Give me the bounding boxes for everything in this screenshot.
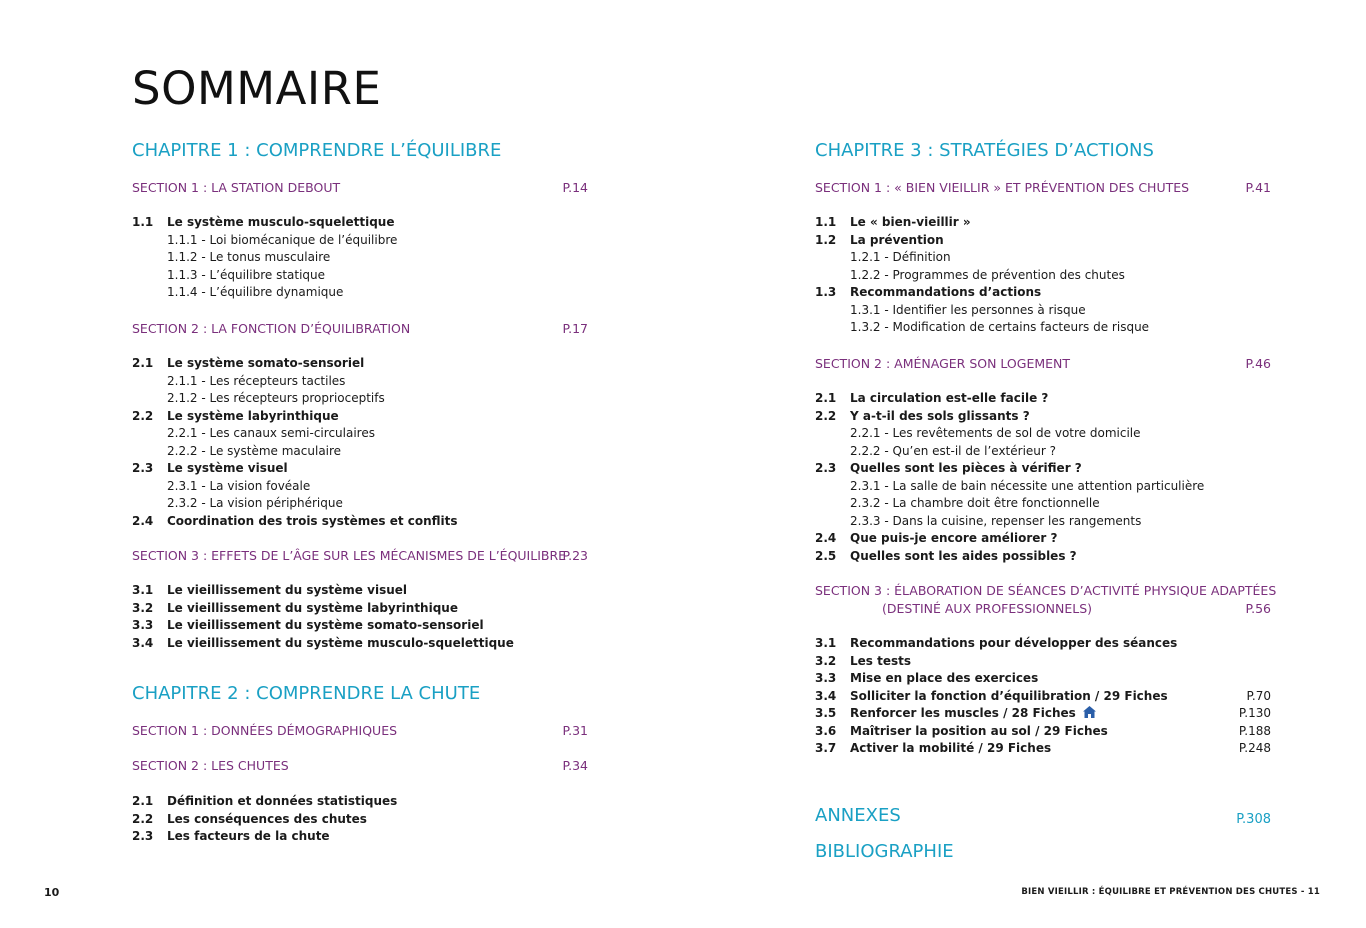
toc-entry-text: Le vieillissement du système visuel <box>167 583 407 597</box>
toc-entry-text: Le vieillissement du système labyrinthique <box>167 600 458 615</box>
toc-entry-number: 2.4 <box>815 531 837 545</box>
toc-entry-number: 3.7 <box>815 741 837 755</box>
toc-entry-text: 2.3.1 - La salle de bain nécessite une attention particulière <box>850 478 1205 493</box>
toc-entry-number: 2.1 <box>815 391 837 405</box>
toc-entry-number: 3.1 <box>815 636 837 650</box>
section-items <box>132 582 588 652</box>
toc-entry-text: Que puis-je encore améliorer ? <box>850 531 1058 545</box>
toc-entry-number: 1.3 <box>815 285 837 299</box>
toc-subentry <box>132 249 588 267</box>
toc-entry-text: 2.3.3 - Dans la cuisine, repenser les rangements <box>850 513 1142 528</box>
toc-entry-number: 2.2 <box>132 408 154 423</box>
section-items <box>132 214 588 302</box>
toc-entry <box>815 688 1271 706</box>
chapter-1-title: CHAPITRE 1 : COMPRENDRE L’ÉQUILIBRE <box>132 140 502 161</box>
toc-entry-text: Les conséquences des chutes <box>167 811 367 826</box>
toc-subentry <box>132 284 588 302</box>
toc-entry-text: Activer la mobilité / 29 Fiches <box>850 741 1052 755</box>
toc-entry-page: P.188 <box>1238 723 1271 738</box>
section-heading: SECTION 3 : EFFETS DE L’ÂGE SUR LES MÉCANISMES DE L’ÉQUILIBRE P.23 <box>132 548 588 563</box>
toc-entry <box>815 705 1271 723</box>
toc-subentry <box>815 513 1271 531</box>
toc-entry-number: 2.2 <box>815 408 837 423</box>
page-title: SOMMAIRE <box>132 62 382 115</box>
toc-entry-text: Mise en place des exercices <box>850 671 1039 685</box>
toc-entry-text: 2.1.1 - Les récepteurs tactiles <box>167 373 346 388</box>
toc-entry-number: 3.3 <box>815 671 837 685</box>
toc-entry-number: 2.1 <box>132 356 154 370</box>
toc-entry <box>132 582 588 600</box>
toc-entry-text: 2.3.2 - La chambre doit être fonctionnelle <box>850 496 1100 510</box>
section-items <box>815 635 1271 758</box>
toc-entry-text: 1.1.4 - L’équilibre dynamique <box>167 285 344 299</box>
toc-entry <box>815 214 1271 232</box>
toc-entry-number: 3.2 <box>815 653 837 668</box>
toc-entry-number: 3.6 <box>815 723 837 738</box>
toc-entry-number: 2.5 <box>815 548 837 563</box>
toc-entry-text: 2.2.2 - Le système maculaire <box>167 443 342 458</box>
toc-subentry <box>132 232 588 250</box>
toc-entry <box>815 670 1271 688</box>
toc-entry-text: Le vieillissement du système musculo-squelettique <box>167 635 514 650</box>
toc-entry-number: 2.1 <box>132 794 154 808</box>
toc-subentry <box>132 425 588 443</box>
section-heading: SECTION 2 : LES CHUTES P.34 <box>132 758 588 773</box>
toc-entry <box>132 811 588 829</box>
toc-entry <box>132 214 588 232</box>
annexes-heading: ANNEXES P.308 <box>815 804 1271 828</box>
toc-entry-text: Le « bien-vieillir » <box>850 215 971 229</box>
toc-entry-text: Le système labyrinthique <box>167 408 339 423</box>
toc-entry-page: P.248 <box>1238 741 1271 755</box>
toc-entry-text: Coordination des trois systèmes et conflits <box>167 513 458 528</box>
toc-entry-text: Renforcer les muscles / 28 Fiches <box>850 705 1097 723</box>
toc-subentry <box>132 373 588 391</box>
bibliographie-heading: BIBLIOGRAPHIE <box>815 841 954 862</box>
toc-entry-text: Le vieillissement du système somato-sensoriel <box>167 618 484 632</box>
toc-entry-text: 1.1.1 - Loi biomécanique de l’équilibre <box>167 232 398 247</box>
toc-entry-number: 3.3 <box>132 618 154 632</box>
toc-entry-text: Recommandations pour développer des séances <box>850 636 1178 650</box>
toc-entry <box>132 513 588 531</box>
section-page: P.31 <box>562 723 588 738</box>
toc-entry-text: 2.1.2 - Les récepteurs proprioceptifs <box>167 391 385 405</box>
toc-entry-text: Y a-t-il des sols glissants ? <box>850 408 1030 423</box>
toc-entry-number: 2.3 <box>815 461 837 475</box>
toc-entry <box>132 460 588 478</box>
toc-entry <box>132 617 588 635</box>
section-heading: SECTION 2 : AMÉNAGER SON LOGEMENT P.46 <box>815 356 1271 371</box>
toc-entry-number: 3.5 <box>815 706 837 720</box>
toc-entry <box>815 530 1271 548</box>
chapter-3-title: CHAPITRE 3 : STRATÉGIES D’ACTIONS <box>815 140 1154 161</box>
toc-entry-page: P.70 <box>1246 688 1271 703</box>
toc-entry-number: 1.2 <box>815 232 837 247</box>
toc-entry-number: 2.4 <box>132 513 154 528</box>
toc-entry-text: Solliciter la fonction d’équilibration / 29 Fiches <box>850 688 1168 703</box>
toc-entry-number: 1.1 <box>815 215 837 229</box>
section-heading: SECTION 3 : ÉLABORATION DE SÉANCES D’ACTIVITÉ PHYSIQUE ADAPTÉES (DESTINÉ AUX PROFESSIONNELS) P.56 <box>815 583 1277 616</box>
toc-entry-text: 2.3.1 - La vision fovéale <box>167 478 311 493</box>
toc-entry-text: 2.2.1 - Les revêtements de sol de votre domicile <box>850 426 1141 440</box>
toc-entry <box>815 635 1271 653</box>
section-items <box>132 355 588 530</box>
section-heading: SECTION 2 : LA FONCTION D’ÉQUILIBRATION P.17 <box>132 321 588 336</box>
section-page: P.41 <box>1245 180 1271 195</box>
toc-entry-text: 1.3.2 - Modification de certains facteurs de risque <box>850 320 1150 334</box>
section-heading: SECTION 1 : « BIEN VIEILLIR » ET PRÉVENTION DES CHUTES P.41 <box>815 180 1271 195</box>
toc-entry-number: 2.3 <box>132 461 154 475</box>
toc-entry-text: 1.1.2 - Le tonus musculaire <box>167 250 331 264</box>
toc-entry-text: Le système somato-sensoriel <box>167 356 365 370</box>
toc-entry-text: 1.1.3 - L’équilibre statique <box>167 267 326 282</box>
section-items <box>132 793 588 846</box>
toc-subentry <box>132 495 588 513</box>
toc-entry-number: 3.4 <box>815 688 837 703</box>
toc-entry-text: La circulation est-elle facile ? <box>850 391 1049 405</box>
section-items <box>815 214 1271 337</box>
toc-subentry <box>815 443 1271 461</box>
toc-entry <box>815 548 1271 566</box>
house-icon <box>1082 705 1097 719</box>
toc-entry <box>132 793 588 811</box>
section-page: P.23 <box>562 548 588 563</box>
toc-subentry <box>132 443 588 461</box>
section-heading: SECTION 1 : LA STATION DEBOUT P.14 <box>132 180 588 195</box>
toc-entry-text: Définition et données statistiques <box>167 794 398 808</box>
toc-entry <box>132 355 588 373</box>
toc-entry-text: Quelles sont les pièces à vérifier ? <box>850 461 1082 475</box>
toc-entry <box>815 740 1271 758</box>
toc-entry <box>815 390 1271 408</box>
toc-entry-text: 2.3.2 - La vision périphérique <box>167 496 343 510</box>
toc-entry-text: 2.2.2 - Qu’en est-il de l’extérieur ? <box>850 443 1057 458</box>
toc-entry-number: 3.2 <box>132 600 154 615</box>
toc-subentry <box>815 478 1271 496</box>
section-page: P.34 <box>562 758 588 773</box>
toc-subentry <box>815 495 1271 513</box>
toc-subentry <box>815 249 1271 267</box>
toc-entry-text: Le système visuel <box>167 461 288 475</box>
left-page-number: 10 <box>44 886 60 899</box>
toc-entry-text: 2.2.1 - Les canaux semi-circulaires <box>167 426 375 440</box>
toc-entry-number: 3.1 <box>132 583 154 597</box>
section-page: P.14 <box>562 180 588 195</box>
section-page: P.17 <box>562 321 588 336</box>
toc-entry-text: Les facteurs de la chute <box>167 829 330 843</box>
toc-entry-text: Recommandations d’actions <box>850 285 1042 299</box>
toc-entry-number: 2.2 <box>132 811 154 826</box>
toc-entry-number: 1.1 <box>132 215 154 229</box>
toc-entry <box>132 635 588 653</box>
toc-entry-text: La prévention <box>850 232 944 247</box>
toc-entry-text: Le système musculo-squelettique <box>167 215 395 229</box>
toc-entry-text: 1.3.1 - Identifier les personnes à risque <box>850 302 1086 317</box>
toc-entry <box>815 460 1271 478</box>
toc-subentry <box>132 267 588 285</box>
toc-entry <box>815 232 1271 250</box>
toc-entry-number: 3.4 <box>132 635 154 650</box>
toc-subentry <box>132 478 588 496</box>
section-heading: SECTION 1 : DONNÉES DÉMOGRAPHIQUES P.31 <box>132 723 588 738</box>
toc-entry <box>815 408 1271 426</box>
toc-entry <box>132 600 588 618</box>
toc-entry-text: Maîtriser la position au sol / 29 Fiches <box>850 723 1108 738</box>
toc-subentry <box>815 425 1271 443</box>
chapter-2-title: CHAPITRE 2 : COMPRENDRE LA CHUTE <box>132 683 481 704</box>
toc-entry-text: Quelles sont les aides possibles ? <box>850 548 1077 563</box>
toc-entry-page: P.130 <box>1238 706 1271 720</box>
toc-subentry <box>132 390 588 408</box>
annexes-page: P.308 <box>1236 812 1271 827</box>
section-page: P.56 <box>1245 601 1271 616</box>
toc-entry-text: 1.2.2 - Programmes de prévention des chutes <box>850 267 1125 282</box>
toc-entry <box>132 408 588 426</box>
right-footer: BIEN VIEILLIR : ÉQUILIBRE ET PRÉVENTION DES CHUTES - 11 <box>1021 887 1320 897</box>
toc-entry <box>815 723 1271 741</box>
toc-subentry <box>815 302 1271 320</box>
section-page: P.46 <box>1245 356 1271 371</box>
toc-subentry <box>815 319 1271 337</box>
toc-entry <box>132 828 588 846</box>
section-items <box>815 390 1271 565</box>
toc-entry-text: Les tests <box>850 653 912 668</box>
toc-entry <box>815 284 1271 302</box>
toc-entry-number: 2.3 <box>132 829 154 843</box>
toc-entry-text: 1.2.1 - Définition <box>850 250 951 264</box>
toc-entry <box>815 653 1271 671</box>
toc-subentry <box>815 267 1271 285</box>
